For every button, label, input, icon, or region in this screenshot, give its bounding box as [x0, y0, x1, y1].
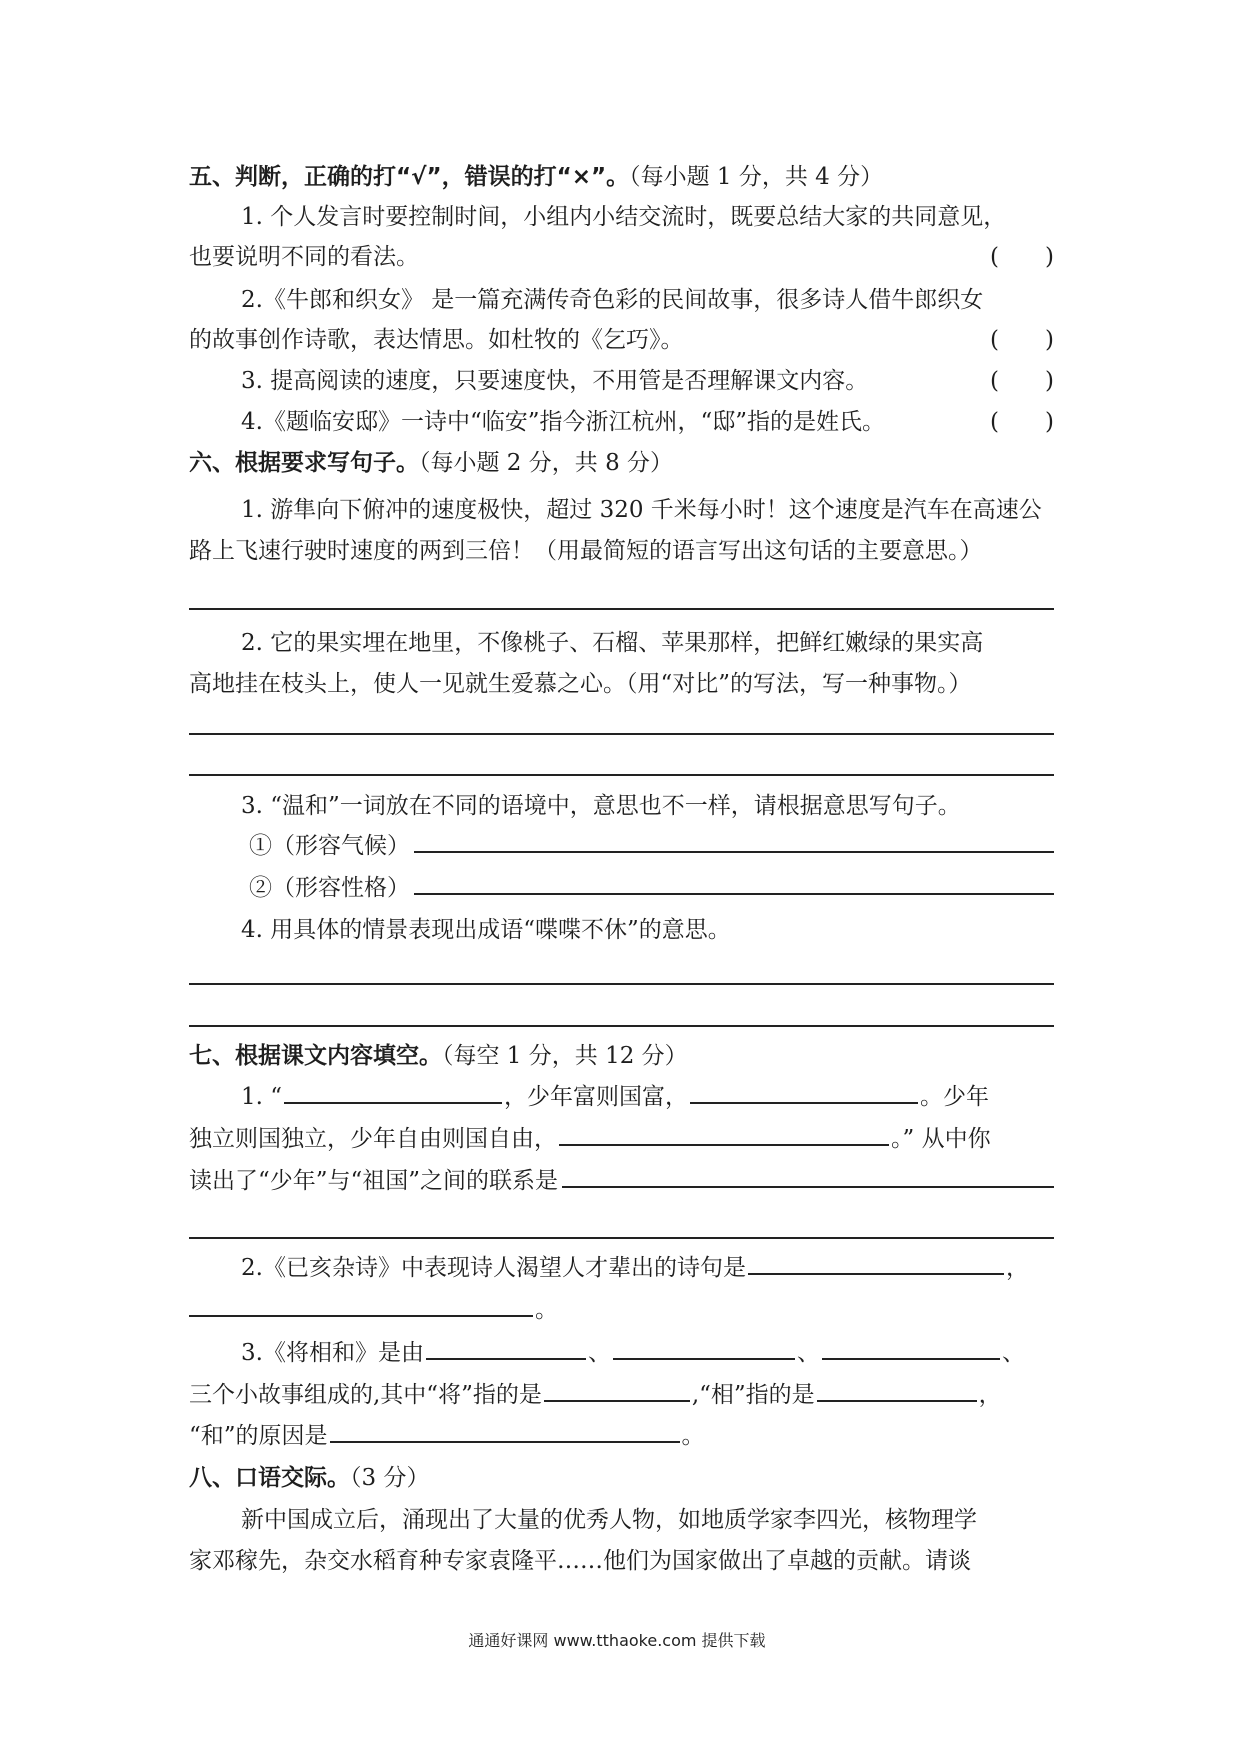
s7-q1-line1 — [189, 1077, 1054, 1117]
s7-q3-sep-2: 、 — [796, 1340, 820, 1366]
s6-q4-answer-line-1[interactable] — [189, 983, 1054, 985]
s7-q1-answer-line[interactable] — [189, 1237, 1054, 1239]
s7-q3-blank-5[interactable] — [817, 1378, 977, 1402]
s6-q3-2-label: ②（形容性格） — [249, 875, 410, 901]
s7-q1-blank-4[interactable] — [562, 1164, 1054, 1188]
s7-q3-blank-3[interactable] — [822, 1336, 1000, 1360]
s7-q1-line2 — [189, 1119, 1054, 1159]
s5-q1-answer-paren[interactable]: ( ) — [990, 244, 1054, 270]
s7-q3-line2 — [189, 1375, 1054, 1415]
s7-q3-text-6: 。 — [681, 1423, 705, 1449]
s7-q1-text-2: ，少年富则国富， — [504, 1084, 689, 1110]
section-8-points: （3 分） — [350, 1465, 430, 1491]
s6-q3-1-line — [189, 826, 1054, 866]
section-7-title: 七、根据课文内容填空。 — [189, 1043, 442, 1069]
s5-q1-line1: 1. 个人发言时要控制时间，小组内小结交流时，既要总结大家的共同意见， — [241, 204, 1007, 230]
s6-q4-answer-line-2[interactable] — [189, 1025, 1054, 1027]
s7-q2-blank-2[interactable] — [189, 1293, 533, 1317]
s7-q1-line3 — [189, 1161, 1054, 1201]
section-6-points: （每小题 2 分，共 8 分） — [419, 450, 674, 476]
s7-q2-line1 — [189, 1248, 1054, 1288]
s7-q3-line1 — [189, 1333, 1054, 1373]
s7-q3-text-5: “和”的原因是 — [189, 1423, 328, 1449]
s6-q3-2-answer-blank[interactable] — [414, 871, 1054, 895]
s7-q3-blank-1[interactable] — [426, 1336, 586, 1360]
s6-q4-line: 4. 用具体的情景表现出成语“喋喋不休”的意思。 — [241, 917, 731, 943]
s5-q3-text: 3. 提高阅读的速度，只要速度快，不用管是否理解课文内容。 — [241, 368, 869, 394]
s7-q3-text-3: ,“相”指的是 — [691, 1382, 815, 1408]
s7-q2-text-1: 2.《已亥杂诗》中表现诗人渴望人才辈出的诗句是 — [241, 1255, 746, 1281]
s5-q4-answer-paren[interactable]: ( ) — [990, 409, 1054, 435]
s6-q1-answer-line[interactable] — [189, 608, 1054, 610]
section-6-title: 六、根据要求写句子。 — [189, 450, 419, 476]
s7-q1-blank-2[interactable] — [690, 1080, 918, 1104]
s7-q2-line2 — [189, 1290, 1054, 1330]
s6-q2-line2: 高地挂在枝头上，使人一见就生爱慕之心。（用“对比”的写法，写一种事物。） — [189, 671, 972, 697]
s7-q1-open-quote: 1. “ — [241, 1084, 283, 1110]
s6-q1-line2: 路上飞速行驶时速度的两到三倍！（用最简短的语言写出这句话的主要意思。） — [189, 538, 983, 564]
s8-paragraph-line2: 家邓稼先，杂交水稻育种专家袁隆平……他们为国家做出了卓越的贡献。请谈 — [189, 1548, 971, 1574]
s5-q2-answer-paren[interactable]: ( ) — [990, 327, 1054, 353]
s7-q1-text-6: 读出了“少年”与“祖国”之间的联系是 — [189, 1168, 559, 1194]
s6-q2-line1: 2. 它的果实埋在地里，不像桃子、石榴、苹果那样，把鲜红嫩绿的果实高 — [241, 630, 984, 656]
s7-q3-text-2: 三个小故事组成的,其中“将”指的是 — [189, 1382, 542, 1408]
s7-q2-text-2: ， — [1005, 1255, 1029, 1281]
s5-q2-line1: 2.《牛郎和织女》 是一篇充满传奇色彩的民间故事，很多诗人借牛郎织女 — [241, 287, 984, 313]
section-5-heading — [189, 157, 1054, 197]
s7-q3-sep-1: 、 — [587, 1340, 611, 1366]
s7-q3-blank-6[interactable] — [330, 1419, 680, 1443]
section-7-heading — [189, 1036, 1054, 1076]
s7-q3-line3 — [189, 1416, 1054, 1456]
s5-q1-text: 也要说明不同的看法。 — [189, 244, 419, 270]
s7-q1-blank-1[interactable] — [284, 1080, 502, 1104]
section-5-points: （每小题 1 分，共 4 分） — [629, 164, 884, 190]
s5-q3-line — [189, 361, 1054, 401]
s7-q3-blank-2[interactable] — [613, 1336, 795, 1360]
s7-q3-text-1: 3.《将相和》是由 — [241, 1340, 424, 1366]
s7-q1-text-4: 独立则国独立，少年自由则国自由， — [189, 1126, 557, 1152]
s7-q3-sep-3: 、 — [1001, 1340, 1025, 1366]
s6-q3-1-answer-blank[interactable] — [414, 829, 1054, 853]
s5-q4-line — [189, 402, 1054, 442]
s7-q1-blank-3[interactable] — [559, 1122, 889, 1146]
s5-q3-answer-paren[interactable]: ( ) — [990, 368, 1054, 394]
s8-paragraph-line1: 新中国成立后，涌现出了大量的优秀人物，如地质学家李四光，核物理学 — [241, 1507, 977, 1533]
s6-q3-2-line — [189, 868, 1054, 908]
s5-q2-text: 的故事创作诗歌，表达情思。如杜牧的《乞巧》。 — [189, 327, 684, 353]
s5-q1-line2 — [189, 237, 1054, 277]
section-8-title: 八、口语交际。 — [189, 1465, 350, 1491]
s6-q2-answer-line-1[interactable] — [189, 733, 1054, 735]
section-8-heading — [189, 1458, 1054, 1498]
page-footer: 通通好课网 www.tthaoke.com 提供下载 — [468, 1631, 766, 1650]
s6-q3-line: 3. “温和”一词放在不同的语境中，意思也不一样，请根据意思写句子。 — [241, 793, 961, 819]
s6-q1-line1: 1. 游隼向下俯冲的速度极快，超过 320 千米每小时！这个速度是汽车在高速公 — [241, 497, 1042, 523]
s7-q1-text-3: 。少年 — [920, 1084, 990, 1110]
s5-q2-line2 — [189, 320, 1054, 360]
s7-q2-blank-1[interactable] — [748, 1251, 1004, 1275]
s7-q3-text-4: ， — [978, 1382, 1002, 1408]
s6-q2-answer-line-2[interactable] — [189, 774, 1054, 776]
section-6-heading — [189, 443, 1054, 483]
s7-q3-blank-4[interactable] — [544, 1378, 690, 1402]
s7-q1-text-5: 。” 从中你 — [891, 1126, 991, 1152]
section-7-points: （每空 1 分，共 12 分） — [442, 1043, 688, 1069]
s5-q4-text: 4.《题临安邸》一诗中“临安”指今浙江杭州，“邸”指的是姓氏。 — [241, 409, 885, 435]
s7-q2-text-3: 。 — [535, 1297, 558, 1323]
s6-q3-1-label: ①（形容气候） — [249, 833, 410, 859]
section-5-title: 五、判断，正确的打“√”，错误的打“×”。 — [189, 164, 630, 190]
